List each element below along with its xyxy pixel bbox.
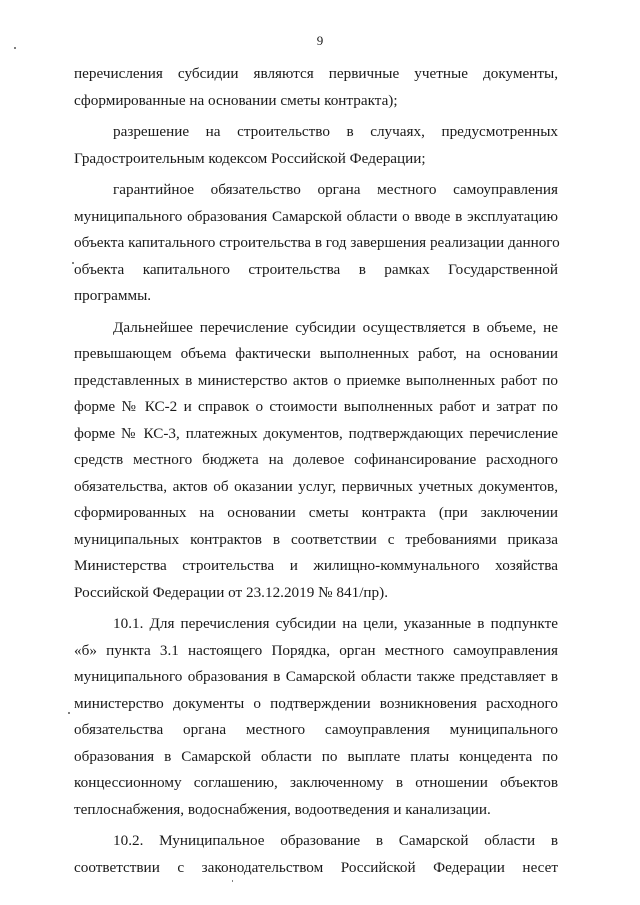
text-line: программы. [74, 287, 152, 304]
text-line: Дальнейшее перечисление субсидии осуществляется в объеме, не [113, 318, 558, 336]
text-line: муниципального образования в Самарской области также представляет в [74, 668, 558, 685]
text-line: средств местного бюджета на долевое софинансирование расходного [74, 451, 558, 468]
paragraph [74, 315, 558, 607]
text-line: министерство документы о подтверждении возникновения расходного [74, 694, 558, 712]
text-line: объекта капитального строительства в рамках Государственной [74, 260, 558, 278]
text-line: обязательства, актов об оказании услуг, первичных учетных документов, [74, 477, 558, 495]
scan-speck [72, 262, 74, 264]
text-line: 10.2. Муниципальное образование в Самарской области в [113, 832, 558, 849]
text-line: гарантийное обязательство органа местного самоуправления [113, 181, 558, 198]
text-line: концессионному соглашению, заключенному в отношении объектов [74, 774, 558, 791]
text-line: «б» пункта 3.1 настоящего Порядка, орган местного самоуправления [74, 641, 558, 659]
text-line: представленных в министерство актов о приемке выполненных работ по [74, 371, 558, 389]
text-line: обязательства органа местного самоуправления муниципального [74, 721, 558, 738]
page-number: 9 [316, 33, 324, 48]
text-line: разрешение на строительство в случаях, предусмотренных [113, 123, 558, 140]
paragraph [74, 119, 558, 172]
text-line: сформированные на основании сметы контракта); [74, 91, 398, 109]
text-line: 10.1. Для перечисления субсидии на цели, указанные в подпункте [113, 615, 558, 632]
text-line: форме № КС-2 и справок о стоимости выполненных работ и затрат по [74, 398, 558, 415]
text-line: объекта капитального строительства в год завершения реализации данного [74, 234, 560, 251]
document-body [74, 61, 558, 881]
scan-speck [232, 880, 233, 882]
paragraph [74, 611, 558, 823]
text-line: муниципальных контрактов в соответствии с требованиями приказа [74, 530, 558, 548]
text-line: сформированных на основании сметы контракта (при заключении [74, 504, 558, 521]
text-line: муниципального образования Самарской области о вводе в эксплуатацию [74, 207, 558, 225]
paragraph [74, 828, 558, 881]
text-line: превышающем объема фактически выполненных работ, на основании [74, 345, 558, 362]
text-line: Градостроительным кодексом Российской Федерации; [74, 149, 426, 167]
paragraph [74, 61, 558, 114]
scan-speck [68, 712, 70, 714]
text-line: форме № КС-3, платежных документов, подтверждающих перечисление [74, 424, 558, 442]
paragraph [74, 177, 558, 310]
text-line: соответствии с законодательством Российской Федерации несет [74, 858, 558, 876]
text-line: образования в Самарской области по выплате платы концедента по [74, 747, 558, 765]
text-line: теплоснабжения, водоснабжения, водоотведения и канализации. [74, 800, 491, 818]
text-line: Российской Федерации от 23.12.2019 № 841/пр). [74, 583, 388, 601]
scan-speck [14, 47, 16, 49]
text-line: Министерства строительства и жилищно-коммунального хозяйства [74, 557, 558, 574]
text-line: перечисления субсидии являются первичные учетные документы, [74, 65, 558, 82]
